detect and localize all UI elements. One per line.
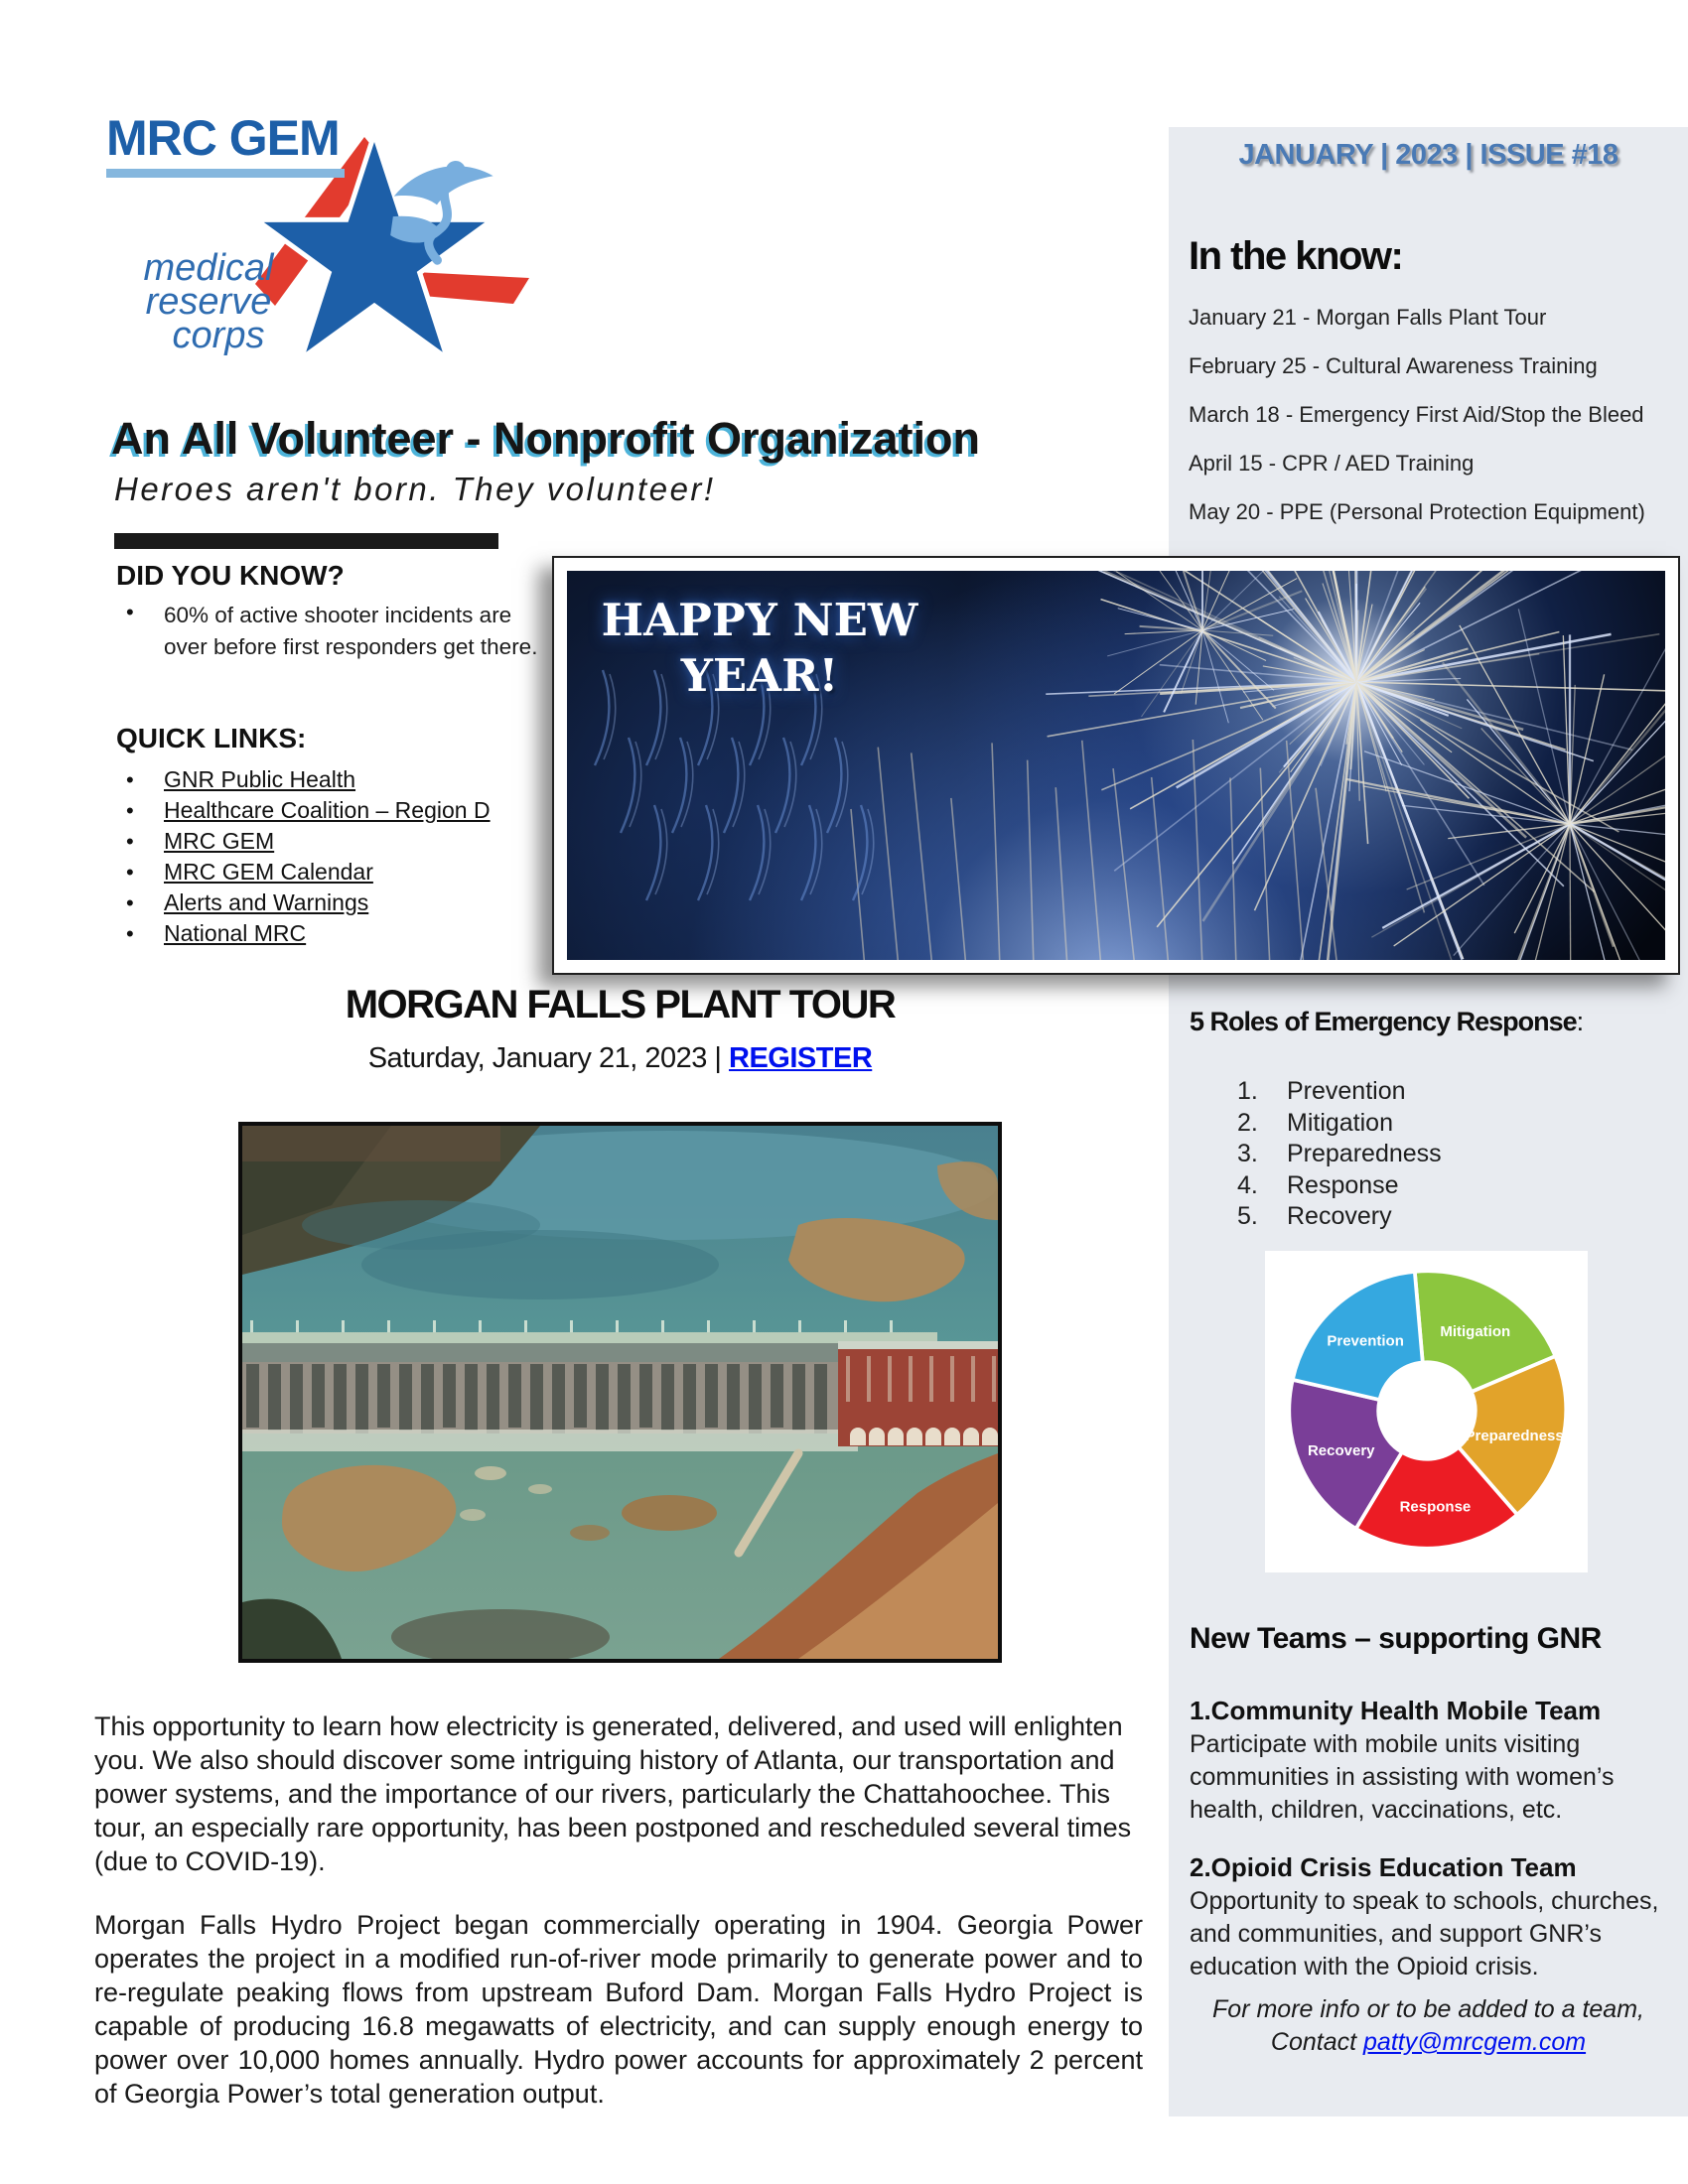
fireworks-caption-line2: YEAR! xyxy=(680,649,839,702)
role-label: Prevention xyxy=(1287,1077,1406,1105)
quick-links-heading: QUICK LINKS: xyxy=(116,723,307,753)
contact-prefix: Contact xyxy=(1270,2028,1364,2056)
in-the-know-heading: In the know: xyxy=(1189,234,1403,278)
feature-title: MORGAN FALLS PLANT TOUR xyxy=(345,983,896,1026)
quick-link[interactable]: • MRC GEM Calendar xyxy=(164,859,373,885)
did-you-know-text: • 60% of active shooter incidents are over before first responders get there. xyxy=(164,603,538,659)
quick-link[interactable]: • GNR Public Health xyxy=(164,766,356,792)
five-roles-heading xyxy=(1190,1007,1676,1037)
role-item xyxy=(1237,1109,1676,1141)
logo-acronym: MRC GEM xyxy=(106,110,340,166)
event-item: April 15 - CPR / AED Training xyxy=(1189,451,1475,476)
new-teams-heading: New Teams – supporting GNR xyxy=(1190,1622,1602,1655)
quick-link[interactable]: • Alerts and Warnings xyxy=(164,889,369,915)
fireworks-caption-line1: HAPPY NEW xyxy=(601,594,918,646)
mrc-gem-logo xyxy=(104,109,531,387)
event-item: March 18 - Emergency First Aid/Stop the Bleed xyxy=(1189,402,1644,427)
fireworks-image xyxy=(567,571,1665,960)
team-body: Participate with mobile units visiting communities in assisting with women’s health, children, vaccinations, etc. xyxy=(1190,1730,1615,1824)
fireworks-caption xyxy=(601,593,918,704)
quick-link-item xyxy=(116,766,563,797)
page-title: An All Volunteer - Nonprofit Organization xyxy=(111,413,980,464)
quick-links-section xyxy=(116,723,563,951)
quick-link-item xyxy=(116,797,563,828)
feature-date-line xyxy=(238,1042,1002,1075)
quick-link[interactable]: • Healthcare Coalition – Region D xyxy=(164,797,491,823)
fireworks-figure xyxy=(552,556,1680,975)
logo-word-reserve: reserve xyxy=(145,281,272,323)
event-item: February 25 - Cultural Awareness Training xyxy=(1189,353,1598,378)
role-item xyxy=(1237,1171,1676,1203)
event-item: January 21 - Morgan Falls Plant Tour xyxy=(1189,305,1547,330)
logo-word-corps: corps xyxy=(172,315,265,356)
quick-link-item xyxy=(116,889,563,920)
event-item: May 20 - PPE (Personal Protection Equipment) xyxy=(1189,499,1645,524)
role-label: Response xyxy=(1287,1170,1399,1199)
logo-word-medical: medical xyxy=(143,247,274,289)
contact-block xyxy=(1169,1993,1688,2059)
segment-label-recovery: Recovery xyxy=(1307,1442,1375,1459)
contact-line2 xyxy=(1169,2026,1688,2059)
register-link[interactable]: REGISTER xyxy=(729,1042,873,1074)
team-title: 2.Opioid Crisis Education Team xyxy=(1190,1852,1577,1882)
role-label: Preparedness xyxy=(1287,1140,1442,1167)
emergency-cycle-diagram xyxy=(1265,1251,1588,1572)
article-paragraph-1: This opportunity to learn how electricity is generated, delivered, and used will enlighten you. We also should discover some intriguing history of Atlanta, our transportation and power systems, and the importance of our rivers, particularly the Chattahoochee. This tour, an especially rare opportunity, has been postponed and rescheduled several times (due to COVID-19). xyxy=(94,1711,1132,1876)
five-roles-heading-text: 5 Roles of Emergency Response xyxy=(1190,1007,1577,1036)
feature-date-text: Saturday, January 21, 2023 | xyxy=(367,1042,730,1074)
quick-link-item xyxy=(116,920,563,951)
role-item xyxy=(1237,1202,1676,1234)
issue-badge: JANUARY | 2023 | ISSUE #18 xyxy=(1238,139,1618,171)
did-you-know-section xyxy=(116,560,563,663)
in-the-know-section xyxy=(1189,234,1680,548)
quick-link-item xyxy=(116,859,563,889)
tagline: Heroes aren't born. They volunteer! xyxy=(114,471,716,507)
role-label: Recovery xyxy=(1287,1202,1392,1230)
segment-label-mitigation: Mitigation xyxy=(1439,1323,1510,1340)
logo-underline xyxy=(106,169,345,178)
role-item xyxy=(1237,1077,1676,1109)
team-body: Opportunity to speak to schools, churches, and communities, and support GNR’s education with the Opioid crisis. xyxy=(1190,1887,1659,1980)
quick-link-item xyxy=(116,828,563,859)
did-you-know-heading: DID YOU KNOW? xyxy=(116,560,345,591)
divider-bar xyxy=(114,533,498,549)
team-title: 1.Community Health Mobile Team xyxy=(1190,1696,1602,1725)
role-item xyxy=(1237,1140,1676,1171)
new-teams-section xyxy=(1190,1622,1668,1983)
segment-label-preparedness: Preparedness xyxy=(1465,1428,1564,1444)
five-roles-colon: : xyxy=(1576,1007,1584,1036)
contact-email-link[interactable]: patty@mrcgem.com xyxy=(1363,2028,1587,2056)
role-label: Mitigation xyxy=(1287,1108,1393,1137)
morgan-falls-photo xyxy=(238,1122,1002,1663)
segment-label-prevention: Prevention xyxy=(1326,1332,1404,1350)
did-you-know-item xyxy=(116,600,563,663)
segment-label-response: Response xyxy=(1399,1498,1471,1516)
five-roles-list xyxy=(1190,1077,1676,1234)
article-paragraph-2: Morgan Falls Hydro Project began commercially operating in 1904. Georgia Power operates the project in a modified run-of-river mode primarily to generate power and to re-regulate peaking flows from upstream Buford Dam. Morgan Falls Hydro Project is capable of producing 16.8 megawatts of electricity, and can supply enough energy to power over 10,000 homes annually. Hydro power accounts for approximately 2 percent of Georgia Power’s total generation output. xyxy=(94,1910,1143,2109)
five-roles-section xyxy=(1190,1007,1676,1234)
quick-link[interactable]: • MRC GEM xyxy=(164,828,275,854)
quick-link[interactable]: • National MRC xyxy=(164,920,307,946)
contact-line1: For more info or to be added to a team, xyxy=(1212,1995,1644,2023)
